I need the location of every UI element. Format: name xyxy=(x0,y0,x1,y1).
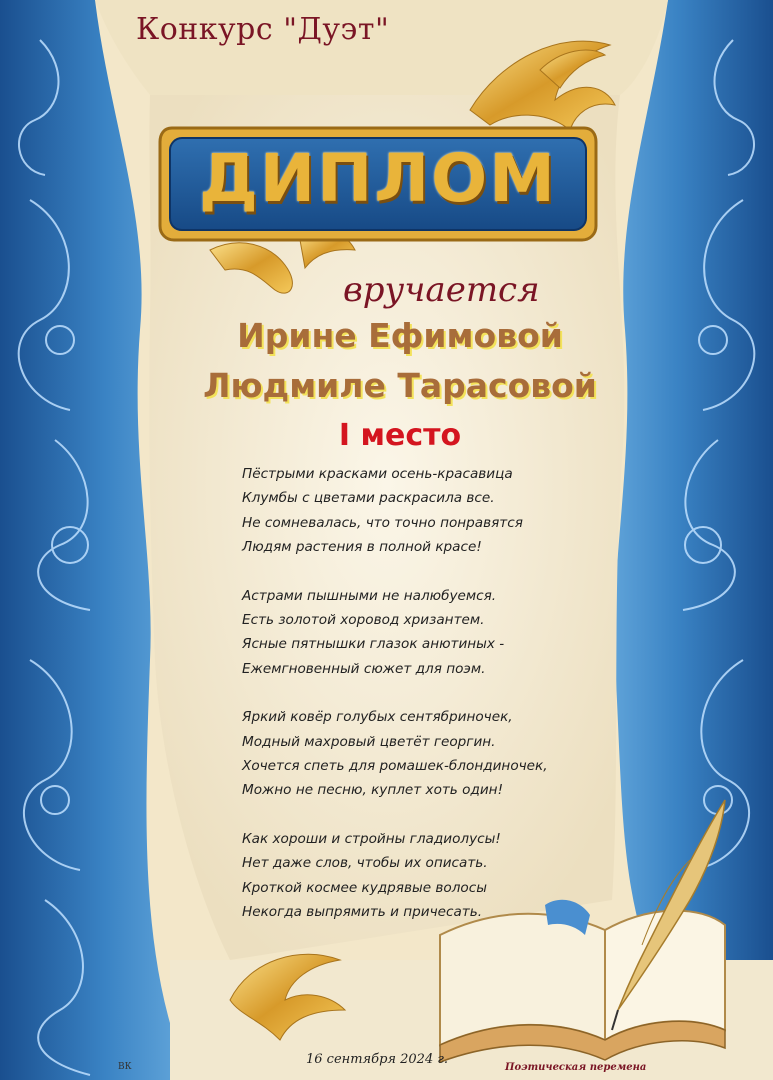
poem xyxy=(242,462,572,949)
poem-line: Есть золотой хоровод хризантем. xyxy=(242,612,485,629)
place-award: I место xyxy=(338,418,462,453)
recipient-name: Ирине Ефимовой xyxy=(237,316,563,355)
poem-stanza xyxy=(242,827,572,925)
poem-line: Ясные пятнышки глазок анютиных - xyxy=(242,636,505,653)
poem-line: Модный махровый цветёт георгин. xyxy=(242,733,496,750)
poem-stanza xyxy=(242,705,572,803)
poem-line: Не сомневалась, что точно понравятся xyxy=(242,514,523,531)
poem-stanza xyxy=(242,462,572,560)
poem-line: Яркий ковёр голубых сентябриночек, xyxy=(242,709,513,726)
footer-project-name: Поэтическая перемена xyxy=(505,1062,647,1073)
poem-line: Можно не песню, куплет хоть один! xyxy=(242,782,504,799)
diploma-heading: ДИПЛОМ xyxy=(199,140,557,217)
poem-line: Ежемгновенный сюжет для поэм. xyxy=(242,660,486,677)
poem-line: Нет даже слов, чтобы их описать. xyxy=(242,855,488,872)
poem-stanza xyxy=(242,584,572,682)
poem-line: Пёстрыми красками осень-красавица xyxy=(242,466,513,482)
footer-signature: ВК xyxy=(118,1062,132,1072)
poem-line: Как хороши и стройны гладиолусы! xyxy=(242,830,501,847)
poem-line: Кроткой космее кудрявые волосы xyxy=(242,879,487,896)
poem-line: Хочется спеть для ромашек-блондиночек, xyxy=(242,758,548,775)
poem-line: Людям растения в полной красе! xyxy=(242,539,482,556)
recipient-name: Людмиле Тарасовой xyxy=(203,366,597,405)
contest-title: Конкурс "Дуэт" xyxy=(136,12,390,47)
poem-line: Клумбы с цветами раскрасила все. xyxy=(242,490,495,507)
poem-line: Астрами пышными не налюбуемся. xyxy=(242,587,497,604)
issue-date: 16 сентября 2024 г. xyxy=(306,1052,449,1067)
awarded-word: вручается xyxy=(343,270,540,310)
poem-line: Некогда выпрямить и причесать. xyxy=(242,904,483,921)
